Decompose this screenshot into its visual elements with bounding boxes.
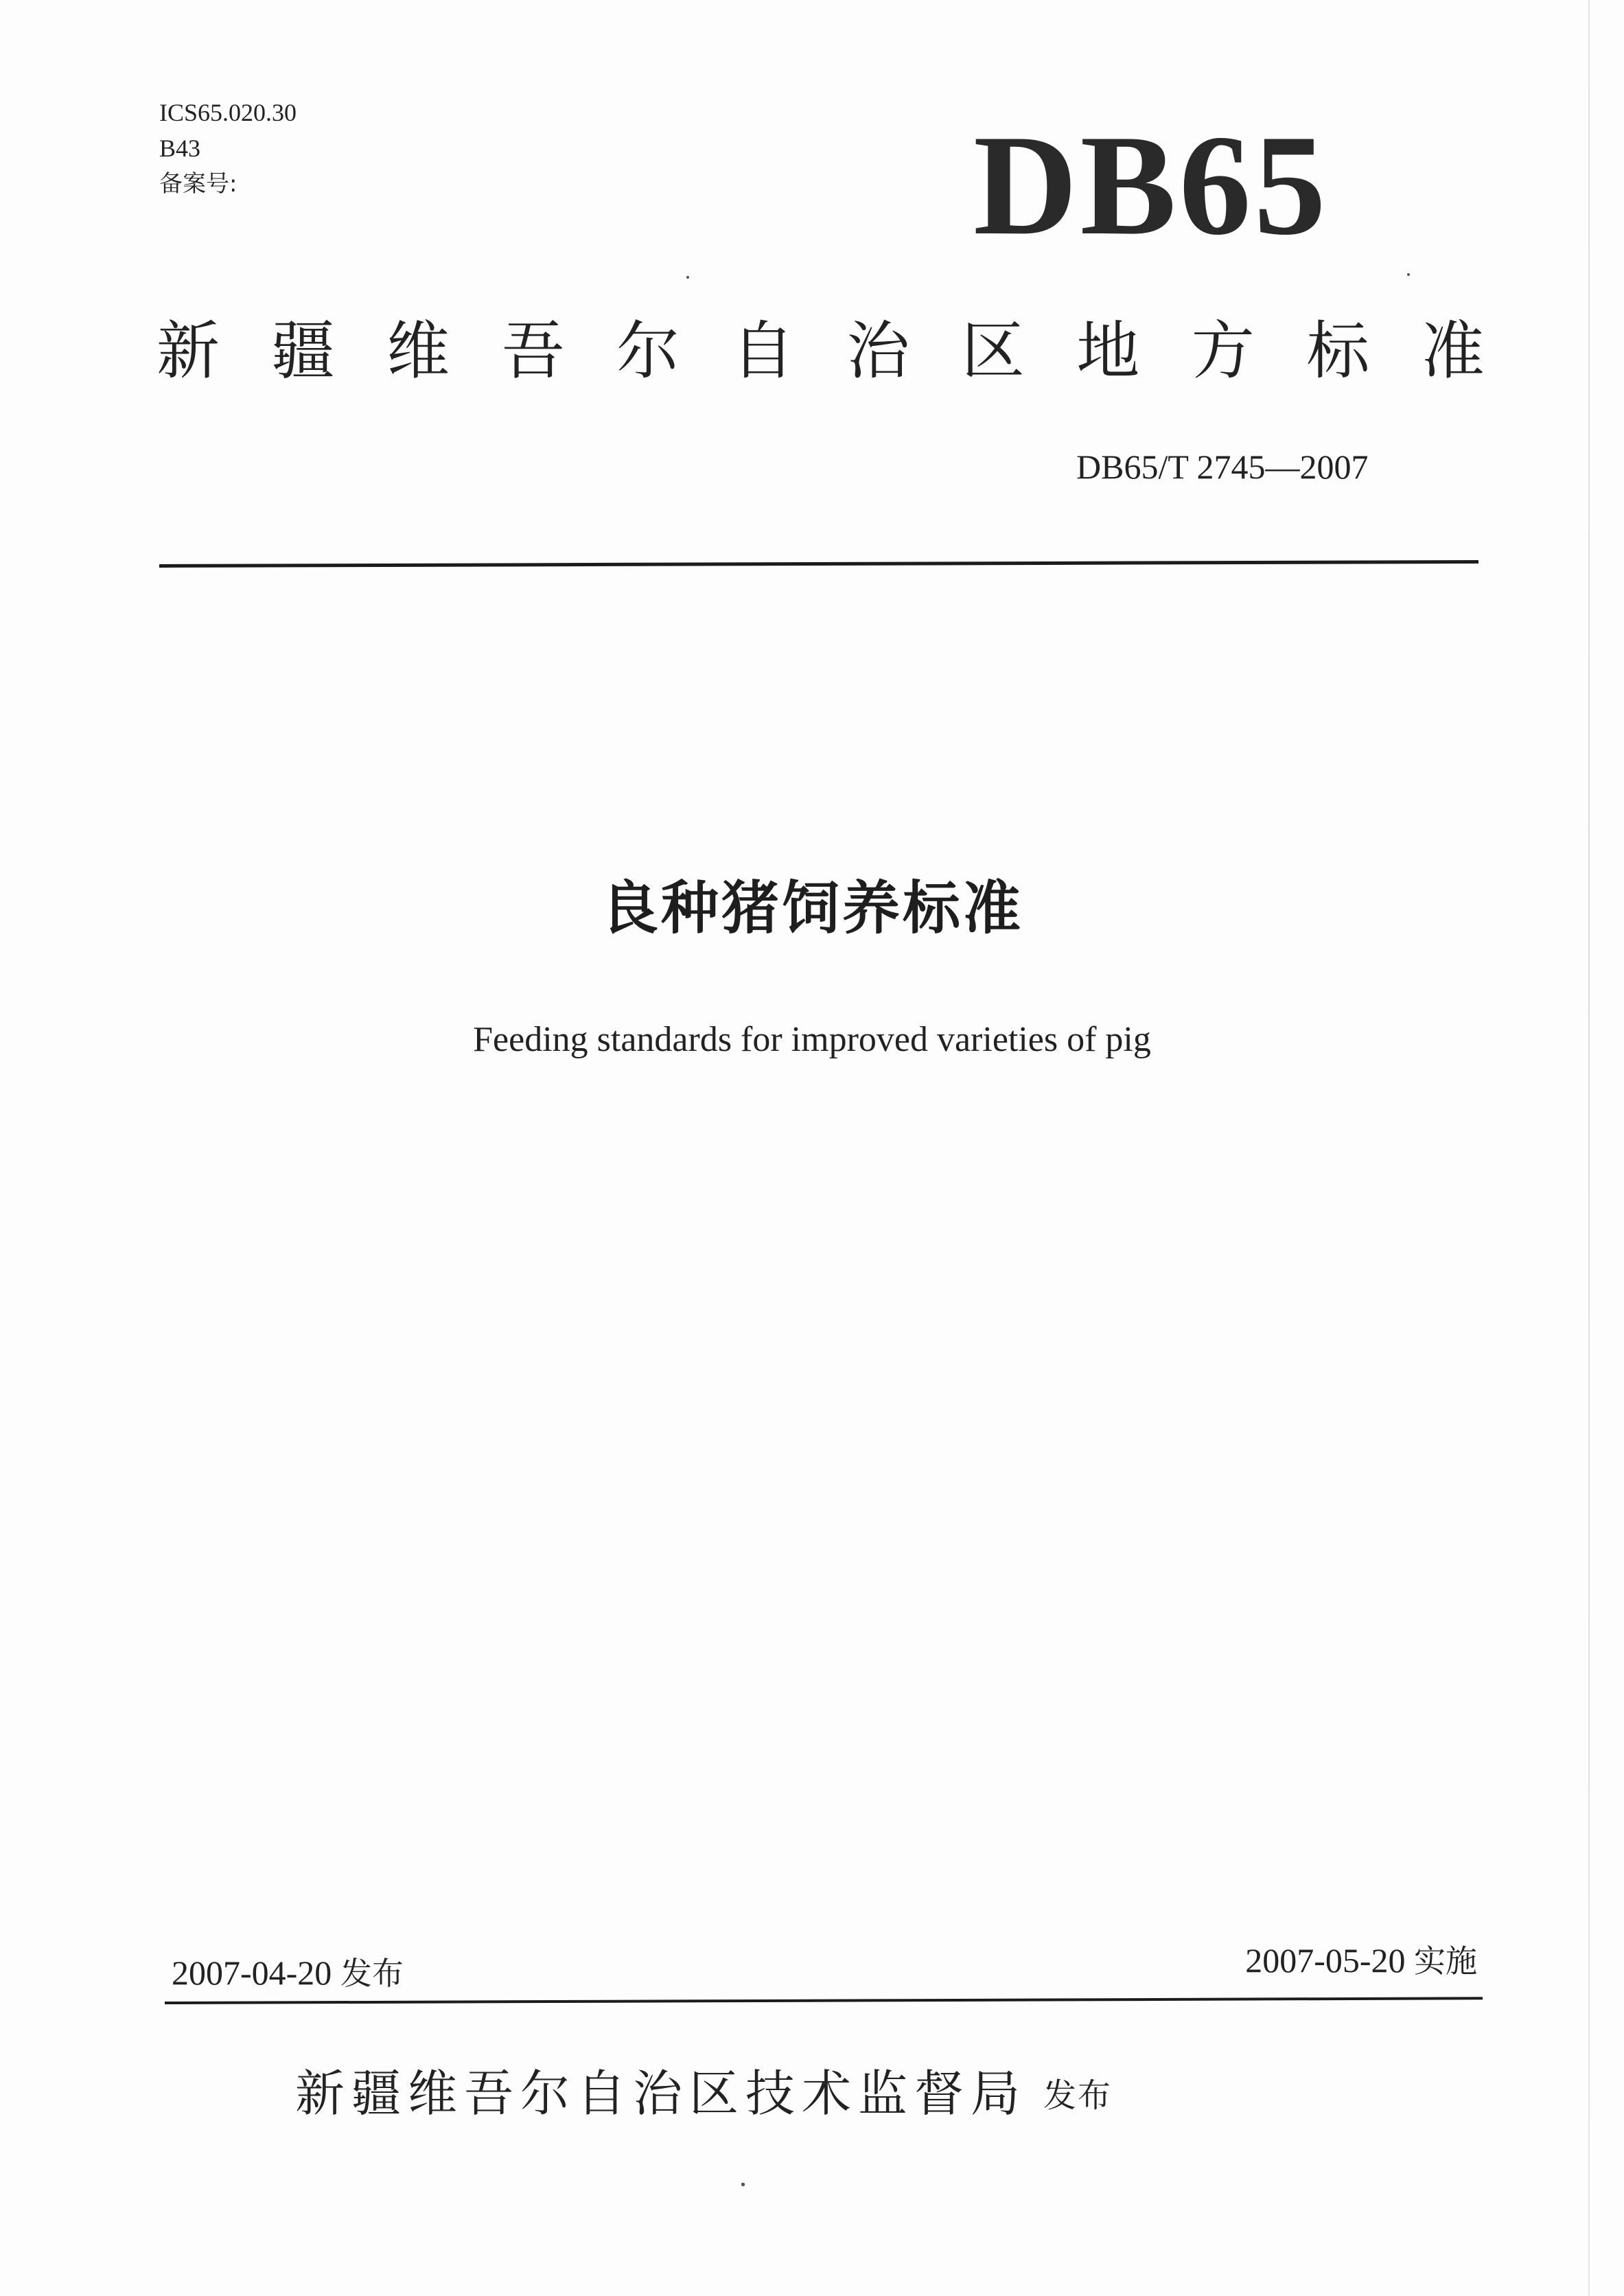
footer-divider [165, 1997, 1483, 2004]
record-number-label: 备案号: [159, 170, 237, 198]
region-title-char: 疆 [271, 314, 335, 388]
effective-label: 实施 [1414, 1943, 1477, 1980]
scan-edge-shadow [1588, 0, 1590, 2296]
document-title-cn: 良种猪饲养标准 [600, 874, 1023, 942]
region-title-char: 准 [1421, 314, 1485, 388]
standard-code-logo: DB65 [973, 106, 1329, 265]
issuer-suffix: 发布 [1043, 2076, 1113, 2115]
issue-label: 发布 [340, 1955, 404, 1992]
scan-speck [686, 276, 689, 279]
issue-date: 2007-04-20 [172, 1953, 332, 1992]
region-title-char: 新 [156, 314, 220, 388]
region-title-char: 区 [961, 314, 1025, 388]
region-title-char: 尔 [616, 314, 680, 388]
classification-code: B43 [159, 135, 201, 162]
region-title-char: 治 [846, 314, 910, 388]
document-title-en: Feeding standards for improved varieties of pig [473, 1020, 1151, 1059]
region-title-char: 地 [1076, 314, 1140, 388]
header-meta [159, 95, 297, 202]
region-title-char: 维 [386, 314, 450, 388]
region-title-char: 方 [1191, 314, 1255, 388]
scan-speck [1407, 273, 1410, 276]
region-title-char: 标 [1306, 314, 1370, 388]
region-title-char: 吾 [501, 314, 565, 388]
region-standard-title [156, 310, 1485, 393]
effective-date: 2007-05-20 [1245, 1941, 1406, 1980]
header-divider [159, 560, 1478, 568]
issuer-name: 新疆维吾尔自治区技术监督局 [295, 2065, 1028, 2122]
issuing-authority [295, 2059, 1112, 2130]
scan-speck [741, 2183, 745, 2186]
issue-date-line [172, 1951, 404, 1995]
effective-date-line [1245, 1938, 1477, 1983]
region-title-char: 自 [731, 314, 795, 388]
ics-code: ICS65.020.30 [159, 99, 297, 126]
standard-number: DB65/T 2745—2007 [1076, 448, 1369, 486]
